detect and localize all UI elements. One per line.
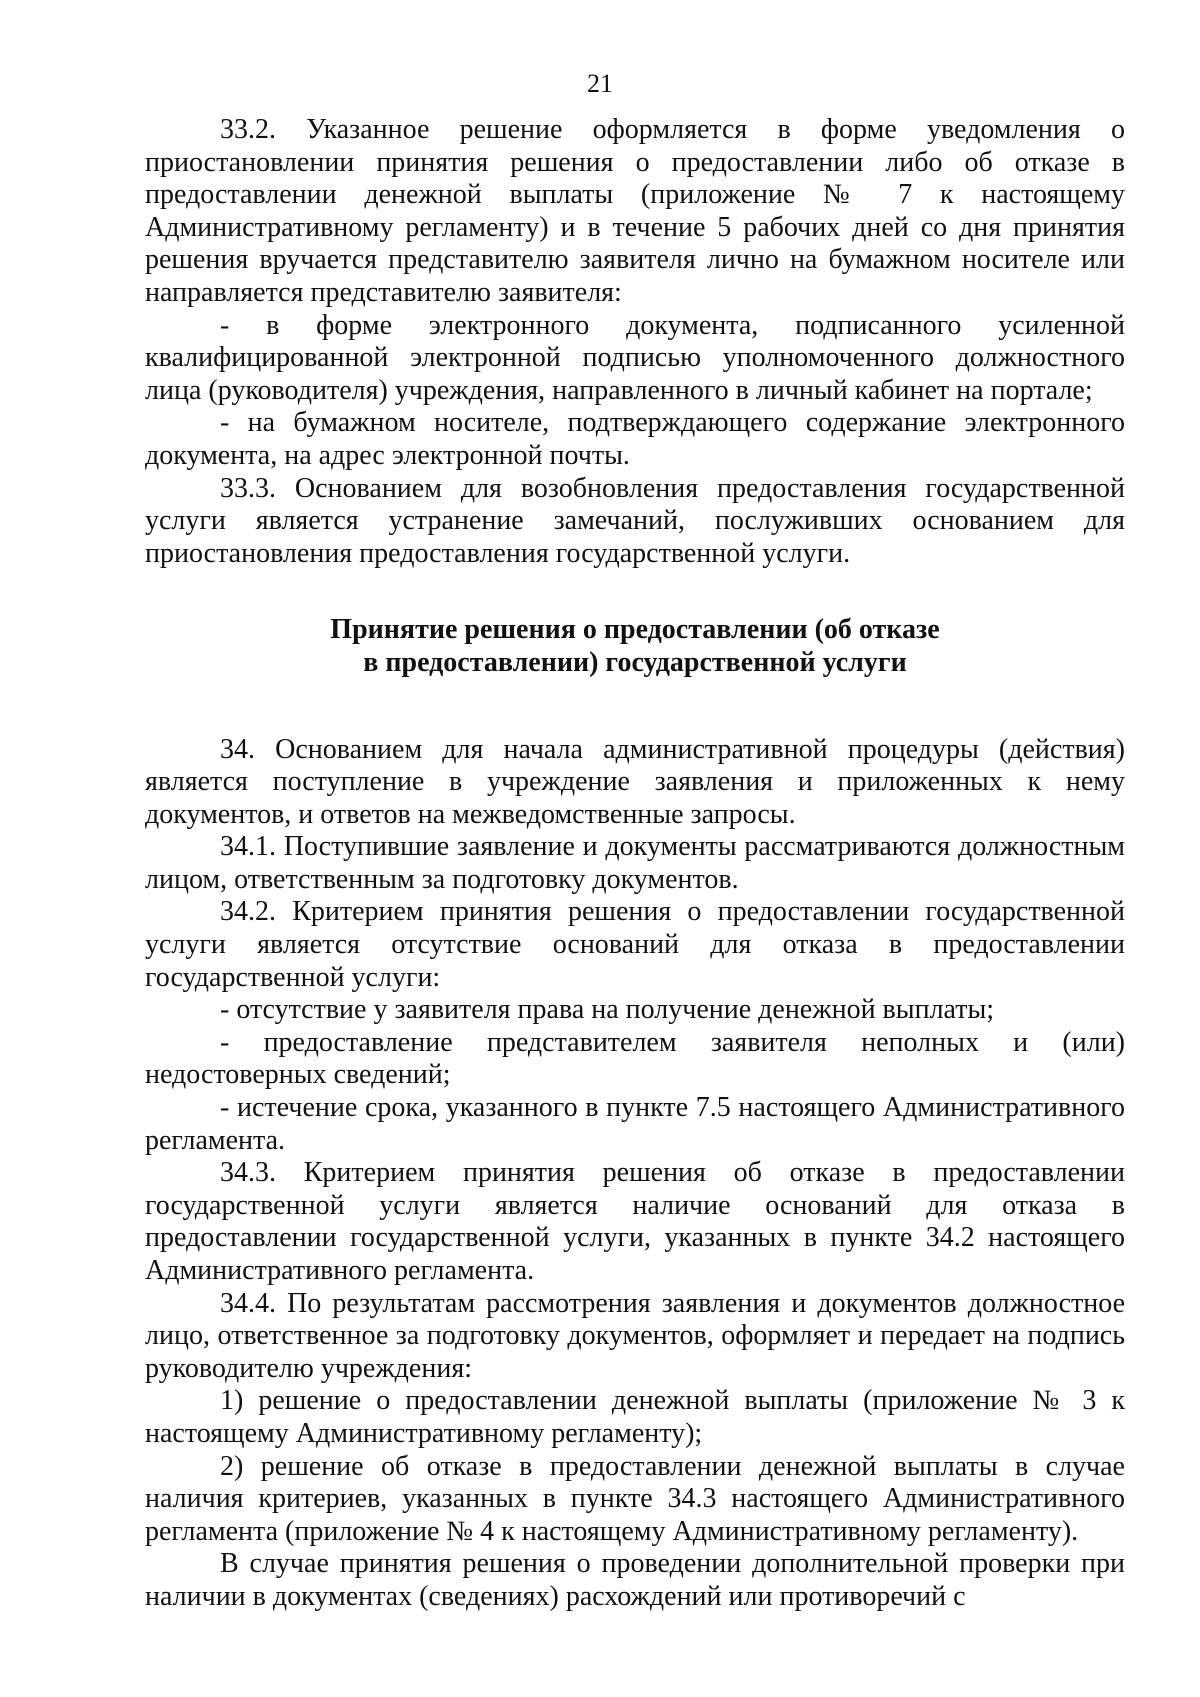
paragraph-34-4: 34.4. По результатам рассмотрения заявления и документов должностное лицо, ответственное за подготовку документов, оформляет и передает на подпись руководителю учреждения: (145, 1287, 1125, 1384)
list-item-no-right: - отсутствие у заявителя права на получение денежной выплаты; (220, 994, 995, 1026)
list-item-decision-grant: 1) решение о предоставлении денежной выплаты (приложение № 3 к настоящему Административному регламенту); (145, 1385, 1125, 1449)
paragraph-34: 34. Основанием для начала административной процедуры (действия) является поступление в учреждение заявления и приложенных к нему документов, и ответов на межведомственные запросы. (145, 733, 1125, 830)
section-heading (145, 614, 1125, 679)
section-heading-line-1: Принятие решения о предоставлении (об отказе (330, 614, 940, 646)
document-body (145, 114, 1125, 1614)
paragraph-34-1: 34.1. Поступившие заявление и документы рассматриваются должностным лицом, ответственным за подготовку документов. (145, 831, 1125, 895)
paragraph-33-2: 33.2. Указанное решение оформляется в форме уведомления о приостановлении принятия решения о предоставлении либо об отказе в предоставлении денежной выплаты (приложение № 7 к настоящему Административному регламенту) и в течение 5 рабочих дней со дня принятия решения вручается представителю заявителя лично на бумажном носителе или направляется представителю заявителя: (145, 114, 1125, 308)
section-heading-line-2: в предоставлении) государственной услуги (363, 646, 907, 678)
page-number: 21 (587, 69, 613, 98)
paragraph-34-2: 34.2. Критерием принятия решения о предоставлении государственной услуги является отсутствие оснований для отказа в предоставлении государственной услуги: (145, 896, 1125, 993)
list-item-electronic-document: - в форме электронного документа, подписанного усиленной квалифицированной электронной подписью уполномоченного должностного лица (руководителя) учреждения, направленного в личный кабинет на портале; (145, 309, 1125, 406)
list-item-decision-refusal: 2) решение об отказе в предоставлении денежной выплаты в случае наличия критериев, указанных в пункте 34.3 настоящего Административного регламента (приложение № 4 к настоящему Административному регламенту). (145, 1450, 1125, 1547)
paragraph-additional-check: В случае принятия решения о проведении дополнительной проверки при наличии в документах (сведениях) расхождений или противоречий с (145, 1548, 1125, 1612)
list-item-incomplete-data: - предоставление представителем заявителя неполных и (или) недостоверных сведений; (145, 1026, 1125, 1091)
list-item-deadline-expired: - истечение срока, указанного в пункте 7.5 настоящего Административного регламента. (145, 1092, 1125, 1156)
paragraph-34-3: 34.3. Критерием принятия решения об отказе в предоставлении государственной услуги является наличие оснований для отказа в предоставлении государственной услуги, указанных в пункте 34.2 настоящего Административного регламента. (145, 1157, 1125, 1286)
paragraph-33-3: 33.3. Основанием для возобновления предоставления государственной услуги является устранение замечаний, послуживших основанием для приостановления предоставления государственной услуги. (145, 472, 1125, 569)
list-item-paper-document: - на бумажном носителе, подтверждающего содержание электронного документа, на адрес электронной почты. (145, 407, 1125, 471)
